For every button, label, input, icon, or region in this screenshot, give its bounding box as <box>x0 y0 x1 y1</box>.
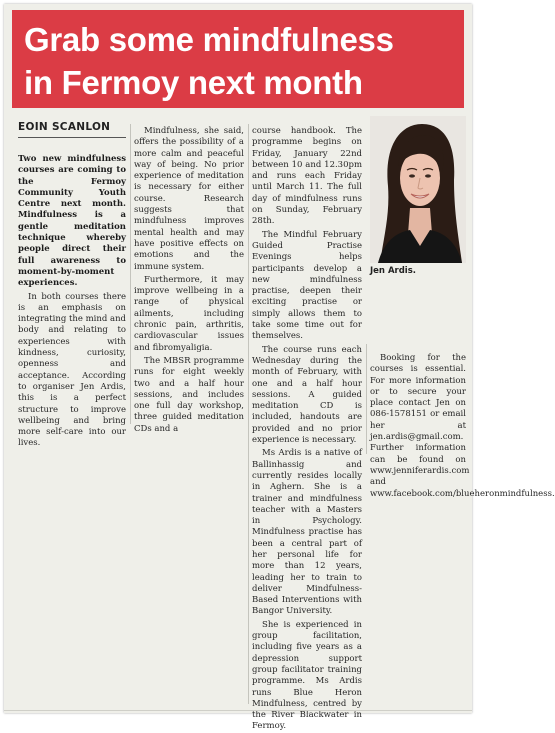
article-paragraph: The MBSR programme runs for eight weekly two and a half hour sessions, and includes one full day workshop, three guided meditation CDs and a <box>134 355 244 434</box>
article-paragraph: The course runs each Wednesday during the month of February, with one and a half hour sessions. A guided meditation CD is included, handouts are provided and no prior experience is necessary. <box>252 344 362 446</box>
article-paragraph: Furthermore, it may improve wellbeing in a range of physical ailments, including chronic pain, arthritis, cardiovascular issues and fibromyaligia. <box>134 274 244 353</box>
portrait-illustration <box>370 116 466 263</box>
page-bottom-rule <box>4 710 472 711</box>
byline-divider <box>18 137 126 138</box>
article-paragraph: In both courses there is an emphasis on integrating the mind and body and relating to experiences with kindness, curiosity, openness and acceptance. According to organiser Jen Ardis, this is a perfect structure to improve wellbeing and bring more self-care into our lives. <box>18 291 126 449</box>
headline-line-2: in Fermoy next month <box>24 64 363 101</box>
article-paragraph: The Mindful February Guided Practise Evenings helps participants develop a new mindfulness practise, deepen their exciting practise or simply allows them to take some time out for themselves. <box>252 229 362 342</box>
column-divider <box>248 124 249 704</box>
intro-paragraph: Two new mindfulness courses are coming to the Fermoy Community Youth Centre next month. Mindfulness is a gentle meditation technique whereby people direct their full awareness to moment-by-moment experiences. <box>18 154 126 289</box>
headline-line-1: Grab some mindfulness <box>24 21 394 58</box>
photo-caption: Jen Ardis. <box>370 266 416 276</box>
byline: EOIN SCANLON <box>18 121 111 133</box>
article-column-3 <box>252 126 362 733</box>
column-divider <box>130 124 131 424</box>
article-paragraph: Mindfulness, she said, offers the possibility of a more calm and peaceful way of being. No prior experience of meditation is necessary for either course. Research suggests that mindfulness improves mental health and may have positive effects on emotions and the immune system. <box>134 126 244 272</box>
article-paragraph: She is experienced in group facilitation, including five years as a depression support group facilitator training programme. Ms Ardis runs Blue Heron Mindfulness, centred by the River Blackwater in Fermoy. <box>252 619 362 732</box>
article-paragraph: course handbook. The programme begins on Friday, January 22nd between 10 and 12.30pm and runs each Friday until March 11. The full day of mindfulness runs on Sunday, February 28th. <box>252 126 362 227</box>
article-paragraph: Booking for the courses is essential. For more information or to secure your place contact Jen on 086-1578151 or email her at jen.ardis@gmail.com. Further information can be found on www.jenniferardis.com and www.facebook.com/blueheronmindfulness. <box>370 353 555 499</box>
article-column-1 <box>18 154 126 450</box>
article-column-2 <box>134 126 244 435</box>
newspaper-clipping <box>4 4 555 732</box>
headline-banner <box>12 10 464 108</box>
article-column-4 <box>370 353 555 500</box>
article-paragraph: Ms Ardis is a native of Ballinhassig and currently resides locally in Aghern. She is a trainer and mindfulness teacher with a Masters in Psychology. Mindfulness practise has been a central part of her personal life for more than 12 years, leading her to train to deliver Mindfulness-Based Interventions with Bangor University. <box>252 448 362 617</box>
column-divider <box>366 344 367 454</box>
portrait-photo <box>370 116 466 263</box>
